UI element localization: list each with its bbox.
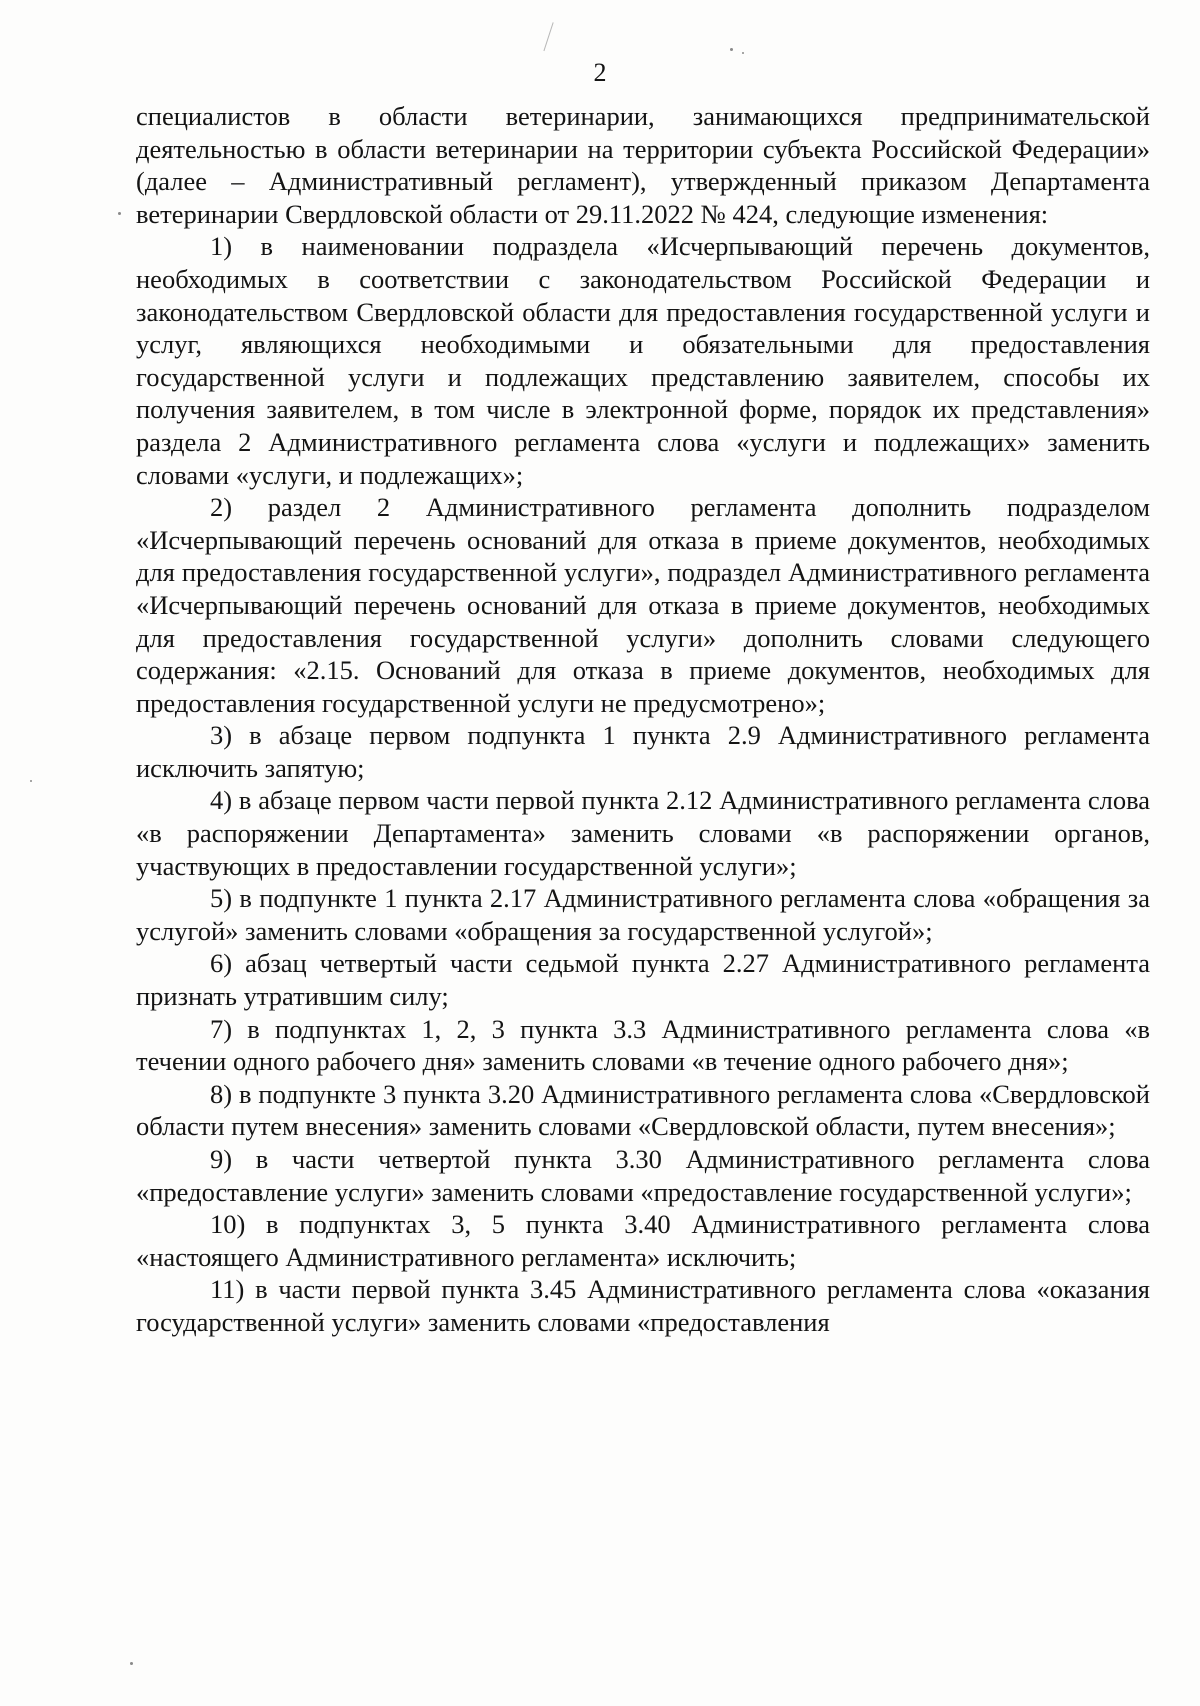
- scan-artifact: [543, 22, 555, 51]
- paragraph-item-3: 3) в абзаце первом подпункта 1 пункта 2.9 Административного регламента исключить запятую;: [136, 720, 1150, 783]
- paragraph-item-5: 5) в подпункте 1 пункта 2.17 Административного регламента слова «обращения за услугой» заменить словами «обращения за государственной услугой»;: [136, 883, 1150, 946]
- paragraph-item-7: 7) в подпунктах 1, 2, 3 пункта 3.3 Административного регламента слова «в течении одного рабочего дня» заменить словами «в течение одного рабочего дня»;: [136, 1013, 1150, 1077]
- scan-artifact: [30, 780, 32, 782]
- scan-artifact: [742, 52, 744, 54]
- paragraph-item-11: 11) в части первой пункта 3.45 Административного регламента слова «оказания государственной услуги» заменить словами «предоставления: [136, 1274, 1150, 1337]
- scan-artifact: [730, 48, 733, 51]
- paragraph-item-2: 2) раздел 2 Административного регламента дополнить подразделом «Исчерпывающий перечень оснований для отказа в приеме документов, необходимых для предоставления государственной услуги», подраздел Административного регламента «Исчерпывающий перечень оснований для отказа в приеме документов, необходимых для предоставления государственной услуги» дополнить словами следующего содержания: «2.15. Оснований для отказа в приеме документов, необходимых для предоставления государственной услуги не предусмотрено»;: [136, 492, 1150, 718]
- paragraph-item-1: 1) в наименовании подраздела «Исчерпывающий перечень документов, необходимых в соответствии с законодательством Российской Федерации и законодательством Свердловской области для предоставления государственной услуги и услуг, являющихся необходимыми и обязательными для предоставления государственной услуги и подлежащих представлению заявителем, способы их получения заявителем, в том числе в электронной форме, порядок их представления» раздела 2 Административного регламента слова «услуги и подлежащих» заменить словами «услуги, и подлежащих»;: [136, 231, 1150, 490]
- page-number: 2: [593, 58, 607, 87]
- paragraph-item-10: 10) в подпунктах 3, 5 пункта 3.40 Административного регламента слова «настоящего Административного регламента» исключить;: [136, 1209, 1150, 1272]
- paragraph-item-4: 4) в абзаце первом части первой пункта 2.12 Административного регламента слова «в распоряжении Департамента» заменить словами «в распоряжении органов, участвующих в предоставлении государственной услуги»;: [136, 785, 1150, 881]
- paragraph-item-9: 9) в части четвертой пункта 3.30 Административного регламента слова «предоставление услуги» заменить словами «предоставление государственной услуги»;: [136, 1144, 1150, 1207]
- paragraph-item-6: 6) абзац четвертый части седьмой пункта 2.27 Административного регламента признать утратившим силу;: [136, 948, 1150, 1012]
- document-body: [136, 100, 1150, 1339]
- scan-artifact: [118, 212, 121, 215]
- paragraph-continuation: специалистов в области ветеринарии, занимающихся предпринимательской деятельностью в области ветеринарии на территории субъекта Российской Федерации» (далее – Административный регламент), утвержденный приказом Департамента ветеринарии Свердловской области от 29.11.2022 № 424, следующие изменения:: [136, 101, 1150, 229]
- scan-artifact: [130, 1662, 133, 1665]
- paragraph-item-8: 8) в подпункте 3 пункта 3.20 Административного регламента слова «Свердловской области путем внесения» заменить словами «Свердловской области, путем внесения»;: [136, 1078, 1150, 1142]
